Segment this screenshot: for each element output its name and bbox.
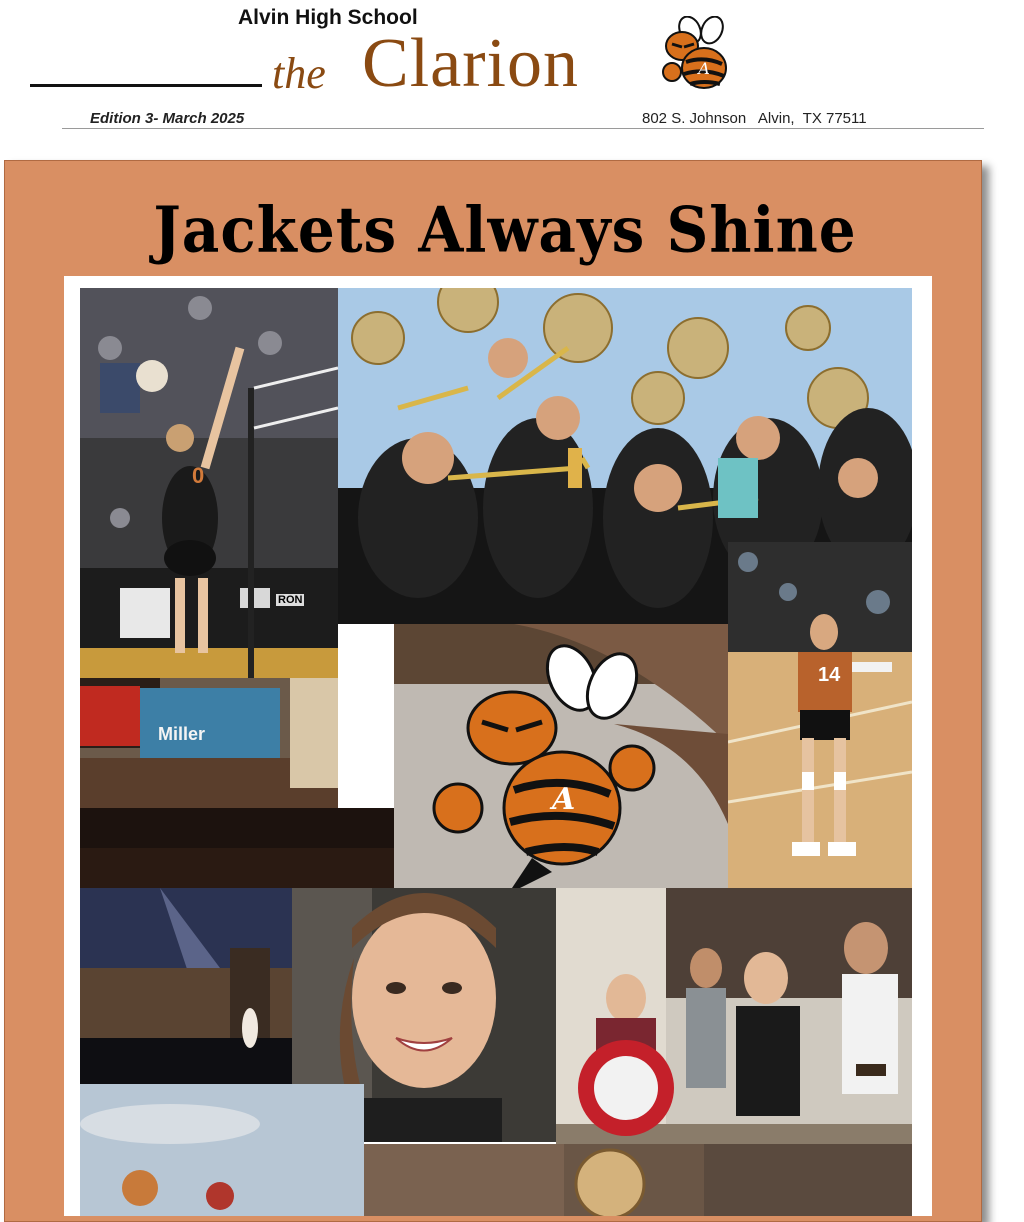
photo-sky-pompoms xyxy=(80,1084,364,1216)
cover-headline: Jackets Always Shine xyxy=(153,193,857,267)
volleyball-jersey-number: 0 xyxy=(192,463,205,488)
photo-theater-stage xyxy=(80,888,292,1084)
newspaper-title-prefix: the xyxy=(272,49,326,98)
school-name: Alvin High School xyxy=(238,6,418,29)
edition-label: Edition 3- March 2025 xyxy=(90,110,245,127)
welder-brand-label: Miller xyxy=(158,724,206,744)
edition-divider xyxy=(62,128,984,129)
photo-mascot-ring xyxy=(394,624,728,888)
photo-welding-machine xyxy=(80,678,338,808)
yellow-jacket-mascot-icon xyxy=(660,16,740,96)
photo-dark-stage xyxy=(80,808,394,888)
photo-collage xyxy=(64,276,932,1216)
mascot-letter: A xyxy=(552,782,576,817)
masthead-rule xyxy=(30,84,262,87)
photo-volleyball-spike xyxy=(80,288,338,678)
sponsor-banner-text: RON xyxy=(278,594,303,606)
school-address: 802 S. Johnson Alvin, TX 77511 xyxy=(642,110,867,127)
photo-volleyball-player xyxy=(728,542,912,888)
photo-volleyball-bottom xyxy=(364,1144,912,1216)
photo-homecoming-students xyxy=(556,888,912,1144)
player-jersey-number: 14 xyxy=(818,664,841,686)
newspaper-title: Clarion xyxy=(362,25,579,102)
svg-text:A: A xyxy=(698,59,710,78)
